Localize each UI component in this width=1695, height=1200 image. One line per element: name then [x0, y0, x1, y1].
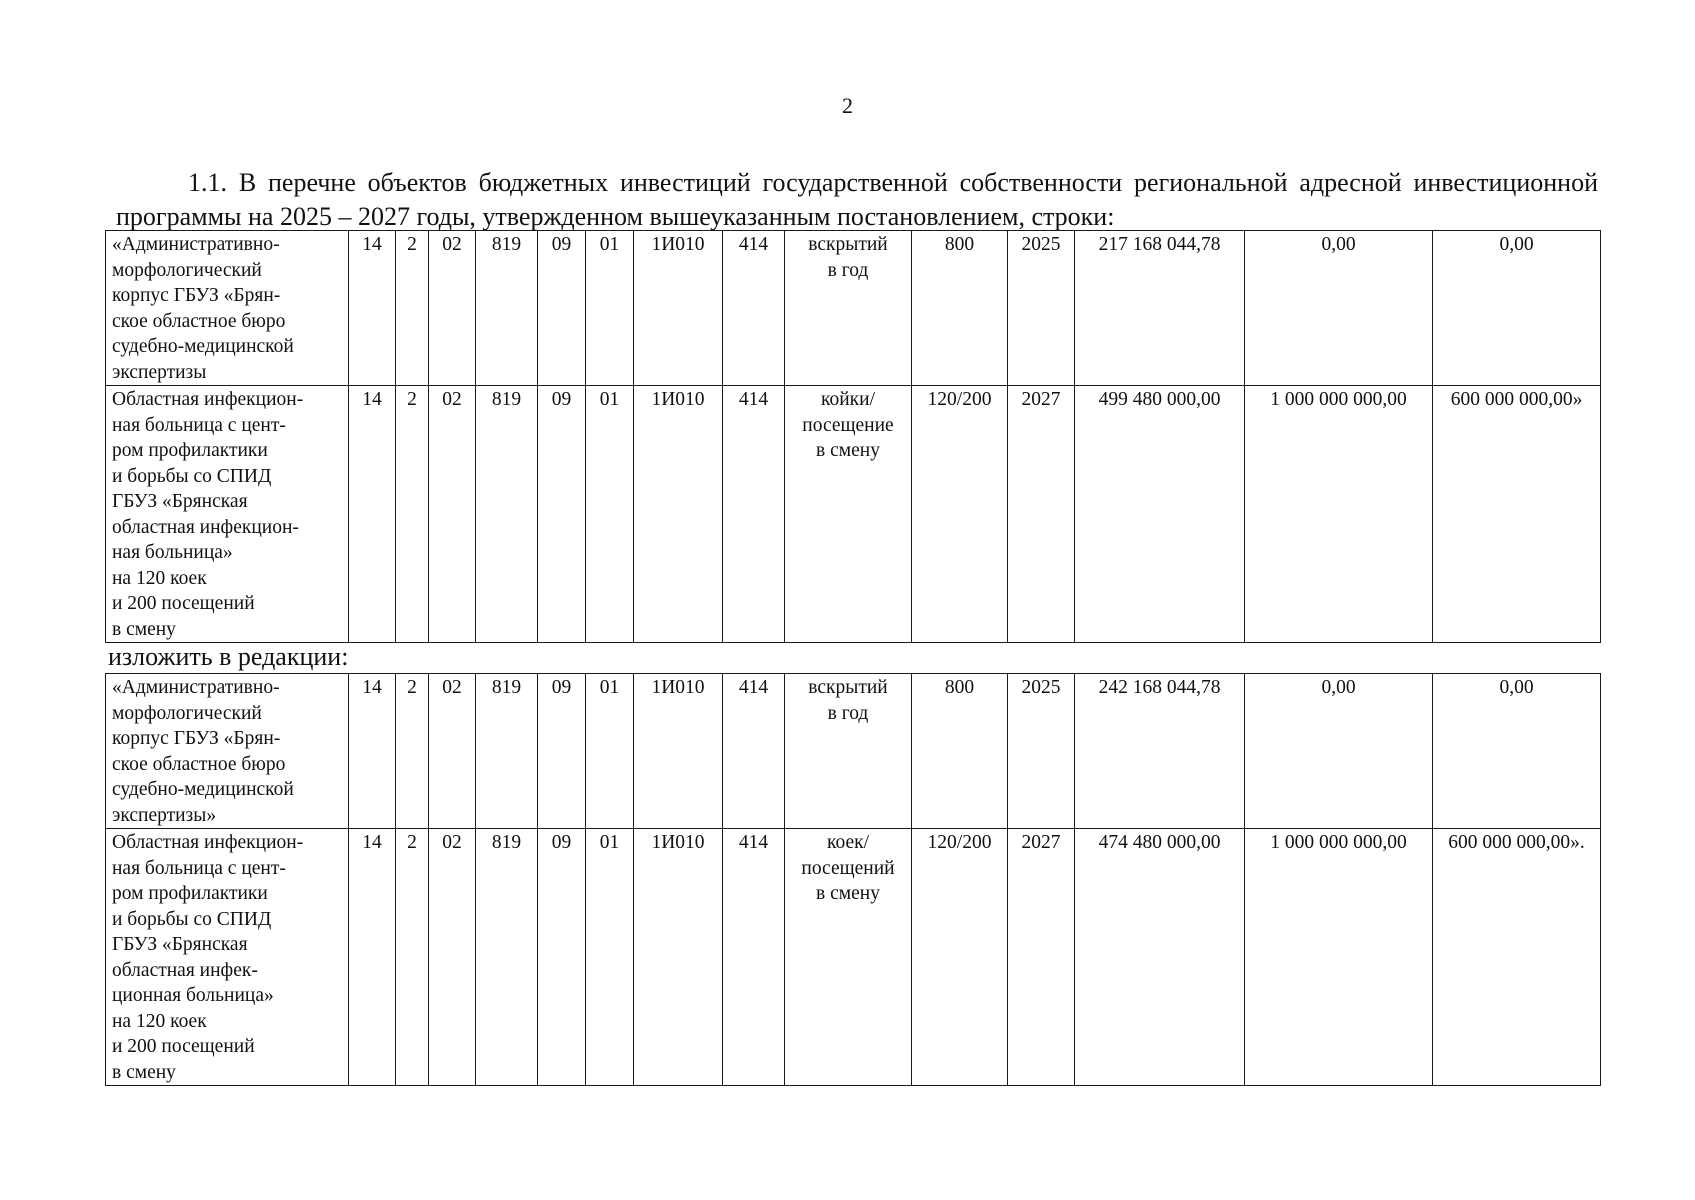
code-cell: 2 — [396, 386, 429, 643]
code-cell: 01 — [586, 231, 634, 386]
amount-2025-cell: 217 168 044,78 — [1075, 231, 1245, 386]
code-cell: 09 — [538, 386, 586, 643]
amount-2025-cell: 474 480 000,00 — [1075, 829, 1245, 1086]
amount-2027-cell: 0,00 — [1433, 674, 1601, 829]
object-name-cell: Областная инфекцион- ная больница с цент- ром профилактики и борьбы со СПИД ГБУЗ «Брянская областная инфекцион- ная больница» на 120 коек и 200 посещений в смену — [106, 386, 349, 643]
object-name-cell: «Административно- морфологический корпус ГБУЗ «Брян- ское областное бюро судебно-медицинской экспертизы» — [106, 674, 349, 829]
code-cell: 1И010 — [634, 231, 723, 386]
year-cell: 2027 — [1008, 386, 1075, 643]
amount-2026-cell: 1 000 000 000,00 — [1245, 386, 1433, 643]
code-cell: 414 — [723, 829, 785, 1086]
code-cell: 1И010 — [634, 829, 723, 1086]
capacity-cell: 800 — [912, 674, 1008, 829]
code-cell: 14 — [349, 386, 396, 643]
code-cell: 01 — [586, 386, 634, 643]
amount-2025-cell: 499 480 000,00 — [1075, 386, 1245, 643]
old-rows-table — [105, 230, 1601, 643]
amount-2026-cell: 0,00 — [1245, 231, 1433, 386]
code-cell: 1И010 — [634, 674, 723, 829]
object-name-cell: Областная инфекцион- ная больница с цент- ром профилактики и борьбы со СПИД ГБУЗ «Брянская областная инфек- ционная больница» на 120 коек и 200 посещений в смену — [106, 829, 349, 1086]
code-cell: 14 — [349, 674, 396, 829]
code-cell: 414 — [723, 674, 785, 829]
capacity-cell: 120/200 — [912, 829, 1008, 1086]
table-row — [106, 829, 1601, 1086]
table-row — [106, 231, 1601, 386]
unit-cell: коек/ посещений в смену — [785, 829, 912, 1086]
code-cell: 1И010 — [634, 386, 723, 643]
code-cell: 09 — [538, 674, 586, 829]
year-cell: 2027 — [1008, 829, 1075, 1086]
amount-2027-cell: 600 000 000,00». — [1433, 829, 1601, 1086]
year-cell: 2025 — [1008, 674, 1075, 829]
code-cell: 01 — [586, 829, 634, 1086]
code-cell: 2 — [396, 829, 429, 1086]
code-cell: 819 — [476, 829, 538, 1086]
unit-cell: вскрытий в год — [785, 674, 912, 829]
table-row — [106, 674, 1601, 829]
code-cell: 09 — [538, 231, 586, 386]
code-cell: 819 — [476, 386, 538, 643]
new-rows-table — [105, 673, 1601, 1086]
code-cell: 14 — [349, 829, 396, 1086]
code-cell: 819 — [476, 231, 538, 386]
amount-2027-cell: 600 000 000,00» — [1433, 386, 1601, 643]
code-cell: 02 — [429, 674, 476, 829]
unit-cell: койки/ посещение в смену — [785, 386, 912, 643]
amount-2027-cell: 0,00 — [1433, 231, 1601, 386]
code-cell: 2 — [396, 231, 429, 386]
code-cell: 14 — [349, 231, 396, 386]
amount-2025-cell: 242 168 044,78 — [1075, 674, 1245, 829]
connector-text: изложить в редакции: — [108, 642, 349, 671]
unit-cell: вскрытий в год — [785, 231, 912, 386]
code-cell: 01 — [586, 674, 634, 829]
capacity-cell: 800 — [912, 231, 1008, 386]
code-cell: 819 — [476, 674, 538, 829]
capacity-cell: 120/200 — [912, 386, 1008, 643]
code-cell: 02 — [429, 829, 476, 1086]
code-cell: 02 — [429, 386, 476, 643]
amendment-intro-paragraph: 1.1. В перечне объектов бюджетных инвестиций государственной собственности региональной адресной инвестиционной программы на 2025 – 2027 годы, утвержденном вышеуказанным постановлением, строки: — [116, 168, 1598, 231]
code-cell: 414 — [723, 386, 785, 643]
object-name-cell: «Административно- морфологический корпус ГБУЗ «Брян- ское областное бюро судебно-медицинской экспертизы — [106, 231, 349, 386]
code-cell: 02 — [429, 231, 476, 386]
code-cell: 414 — [723, 231, 785, 386]
amount-2026-cell: 1 000 000 000,00 — [1245, 829, 1433, 1086]
table-row — [106, 386, 1601, 643]
code-cell: 2 — [396, 674, 429, 829]
year-cell: 2025 — [1008, 231, 1075, 386]
code-cell: 09 — [538, 829, 586, 1086]
page-number: 2 — [842, 93, 853, 118]
amount-2026-cell: 0,00 — [1245, 674, 1433, 829]
